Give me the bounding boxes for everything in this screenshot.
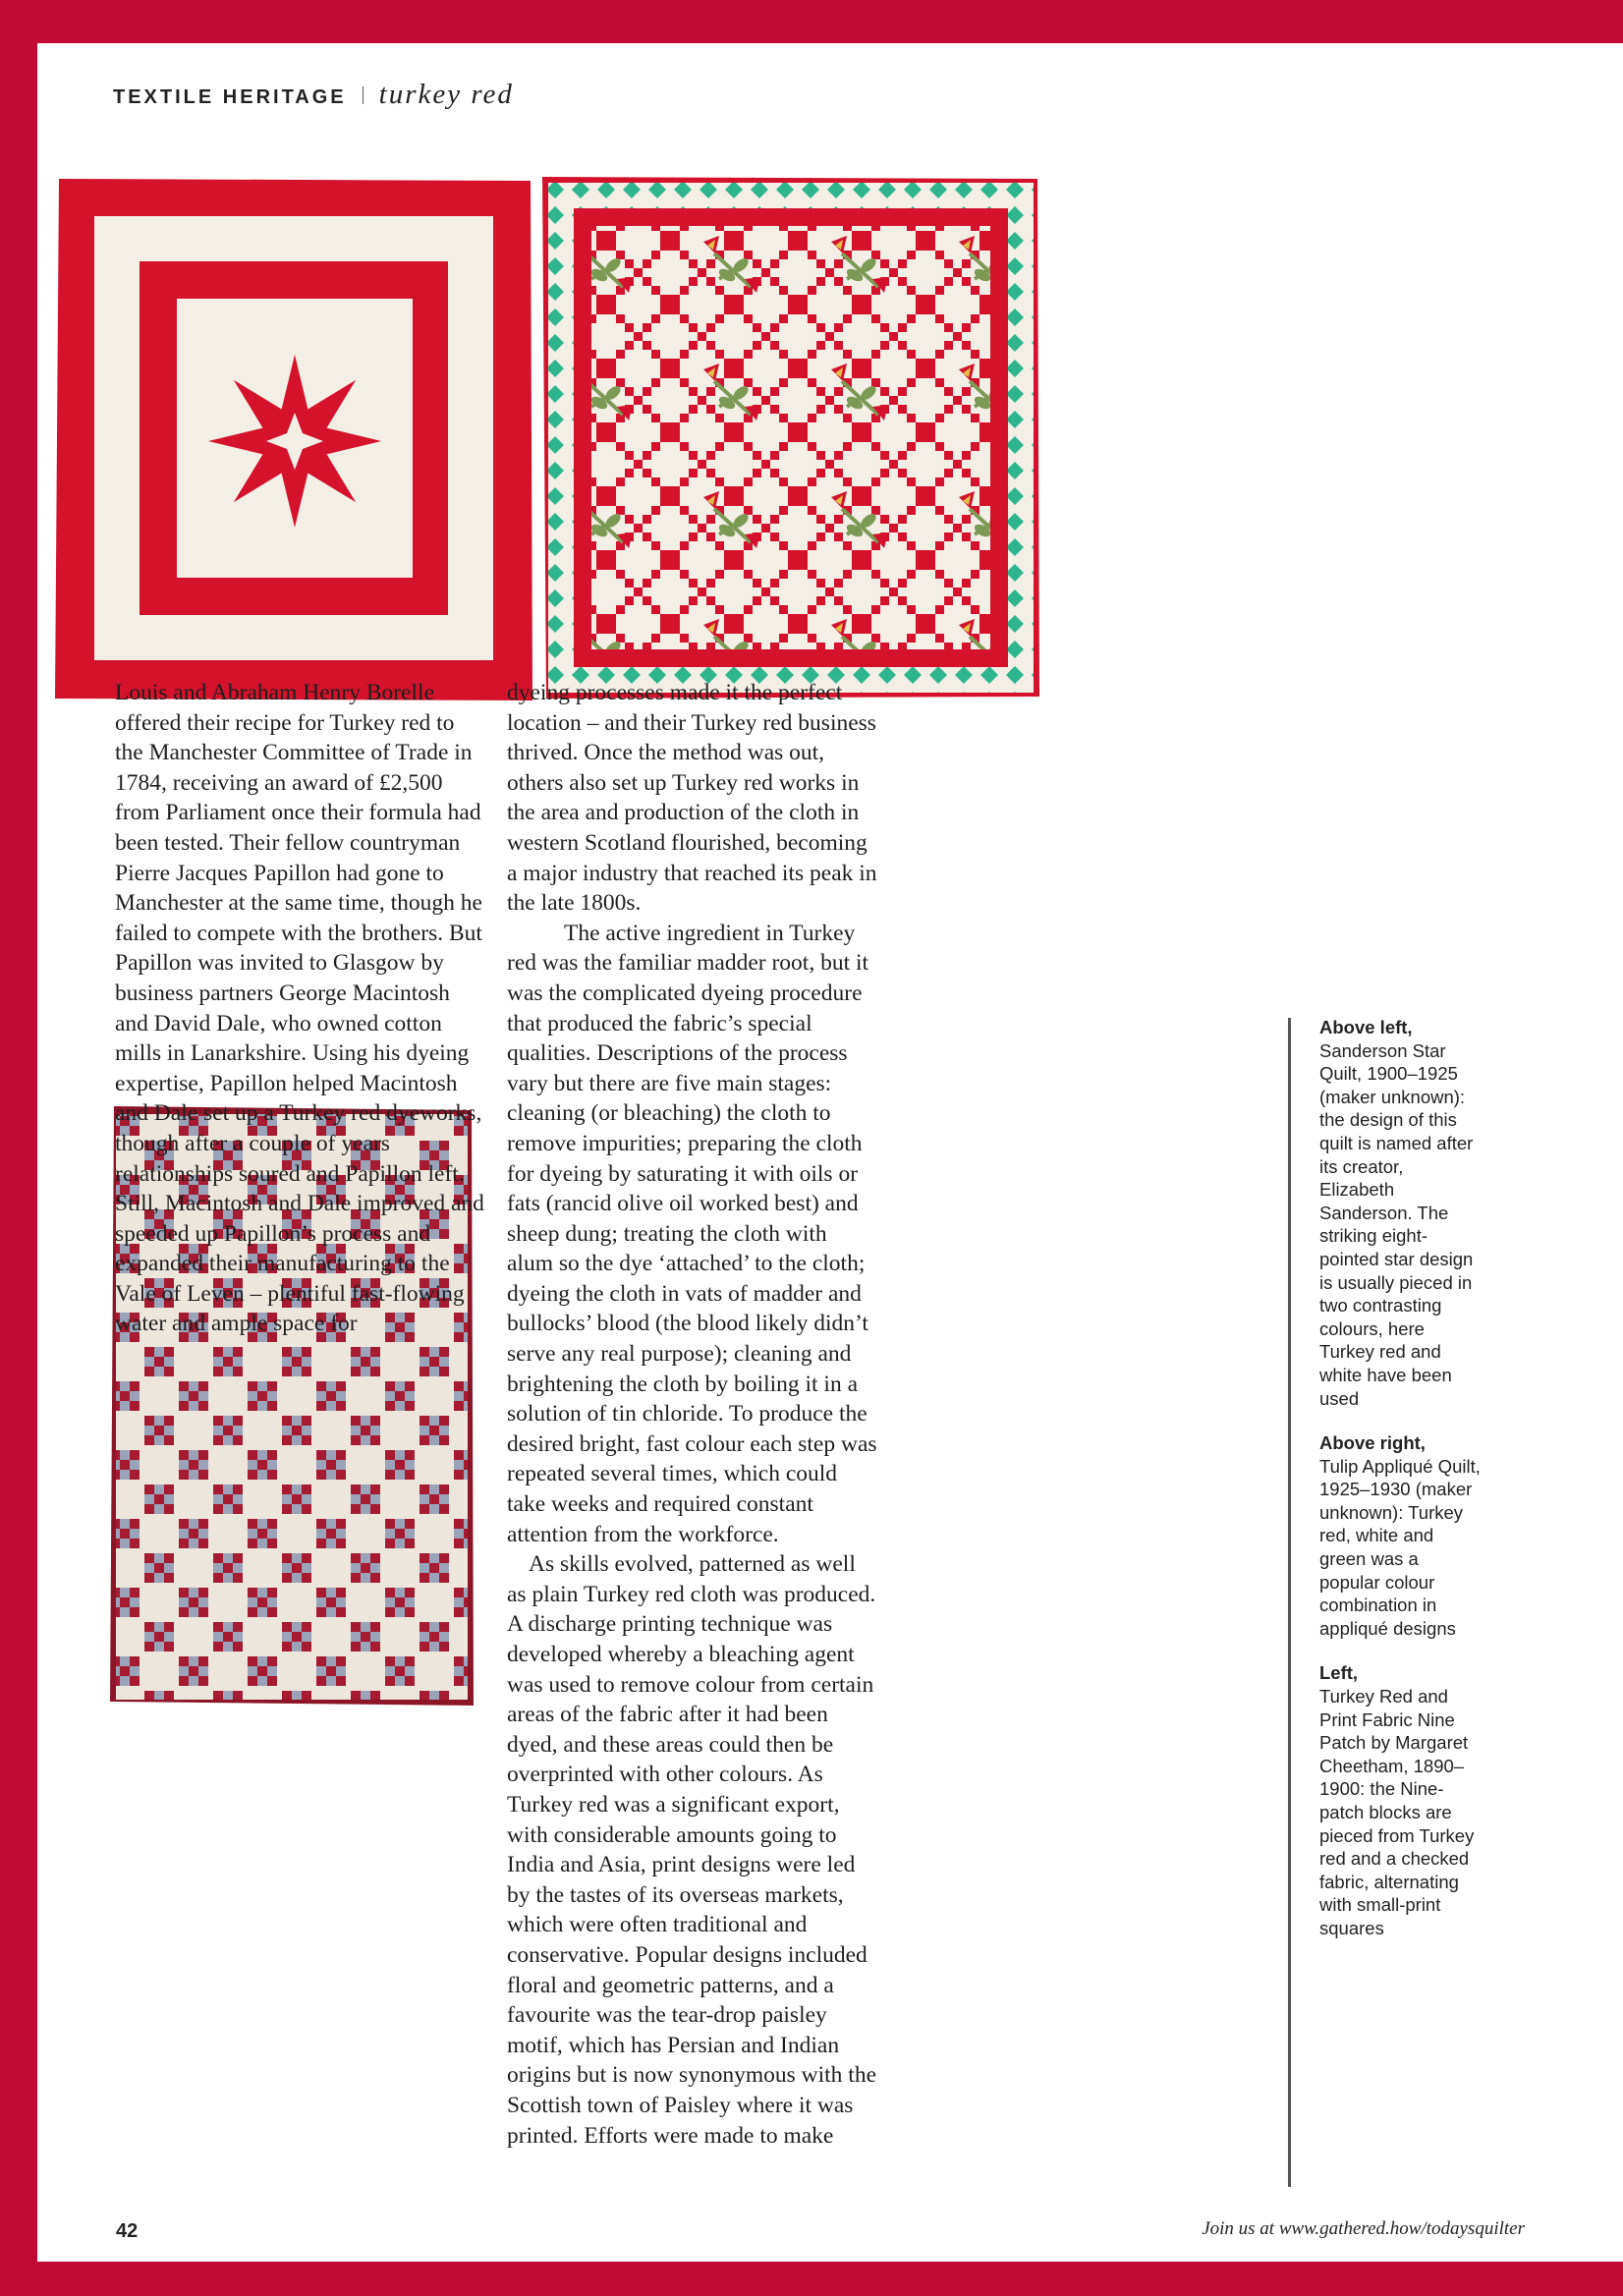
magazine-page (37, 43, 1623, 2262)
paragraph: dyeing processes made it the perfect location – and their Turkey red business thrived. Once the method was out, others also set up Turkey red works in the area and production of the cloth in western Scotland flourished, becoming a major industry that reached its peak in the late 1800s. (507, 680, 877, 917)
caption-title: Above left, (1319, 1017, 1413, 1037)
tulip-quilt-image (542, 177, 1039, 699)
caption-column (1319, 1016, 1482, 1962)
header-divider (363, 86, 364, 104)
caption-title: Above right, (1319, 1432, 1426, 1454)
article-column-right (507, 678, 878, 2151)
paragraph: As skills evolved, patterned as well as plain Turkey red cloth was produced. A discharge printing technique was developed whereby a bleaching agent was used to remove colour from certain areas of the fabric after it had been dyed, and these areas could then be overprinted with other colours. As Turkey red was a significant export, with considerable amounts going to India and Asia, print designs were led by the tastes of its overseas markets, which were often traditional and conservative. Popular designs included floral and geometric patterns, and a favourite was the tear-drop paisley motif, which has Persian and Indian origins but is now synonymous with the Scottish town of Paisley where it was printed. Efforts were made to make (507, 1551, 877, 2149)
article-column-left (115, 678, 485, 1339)
topic-label: turkey red (378, 79, 514, 110)
caption-title: Left, (1319, 1662, 1359, 1684)
paragraph: Louis and Abraham Henry Borelle offered their recipe for Turkey red to the Manchester Committee of Trade in 1784, receiving an award of £2,500 from Parliament once their formula had been tested. Their fellow countryman Pierre Jacques Papillon had gone to Manchester at the same time, though he failed to compete with the brothers. But Papillon was invited to Glasgow by business partners George Macintosh and David Dale, who owned cotton mills in Lanarkshire. Using his dyeing expertise, Papillon helped Macintosh and Dale set up a Turkey red dyeworks, though after a couple of years relationships soured and Papillon left. Still, Macintosh and Dale improved and speeded up Papillon’s process and expanded their manufacturing to the Vale of Leven – plentiful fast-flowing water and ample space for (115, 680, 484, 1337)
running-header (113, 79, 514, 111)
section-label: TEXTILE HERITAGE (113, 86, 347, 108)
caption-above-left (1319, 1016, 1482, 1410)
caption-text: Sanderson Star Quilt, 1900–1925 (maker unknown): the design of this quilt is named after its creator, Elizabeth Sanderson. The striking eight-pointed star design is usually pieced in two contrasting colours, here Turkey red and white have been used (1319, 1039, 1474, 1409)
star-quilt-image (55, 177, 532, 702)
caption-text: Tulip Appliqué Quilt, 1925–1930 (maker unknown): Turkey red, white and green was a popular colour combination in appliqué designs (1319, 1455, 1481, 1639)
caption-divider (1288, 1018, 1291, 2187)
paragraph: The active ingredient in Turkey red was the familiar madder root, but it was the complicated dyeing procedure that produced the fabric’s special qualities. Descriptions of the process vary but there are five main stages: cleaning (or bleaching) the cloth to remove impurities; preparing the cloth for dyeing by saturating it with oils or fats (rancid olive oil worked best) and sheep dung; treating the cloth with alum so the dye ‘attached’ to the cloth; dyeing the cloth in vats of madder and bullocks’ blood (the blood likely didn’t serve any real purpose); cleaning and brightening the cloth by boiling it in a solution of tin chloride. To produce the desired bright, fast colour each step was repeated several times, which could take weeks and required constant attention from the workforce. (507, 920, 877, 1547)
caption-above-right (1319, 1431, 1482, 1640)
caption-left (1319, 1661, 1482, 1939)
footer-note: Join us at www.gathered.how/todaysquilter (1202, 2218, 1525, 2239)
caption-text: Turkey Red and Print Fabric Nine Patch by Margaret Cheetham, 1890–1900: the Nine-patch blocks are pieced from Turkey red and a checked fabric, alternating with small-print squares (1319, 1686, 1475, 1938)
page-number: 42 (116, 2220, 139, 2242)
